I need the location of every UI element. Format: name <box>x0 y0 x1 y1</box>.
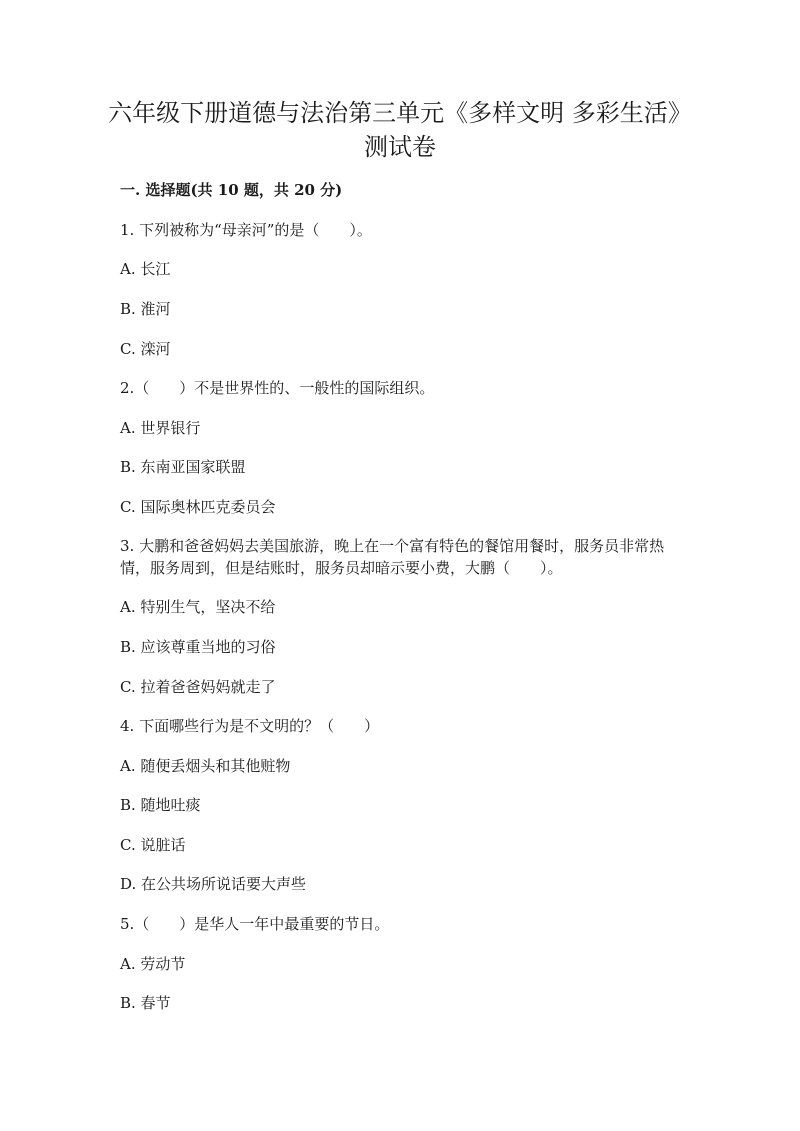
question-3-stem: 3. 大鹏和爸爸妈妈去美国旅游，晚上在一个富有特色的餐馆用餐时，服务员非常热情，服务周到，但是结账时，服务员却暗示要小费，大鹏（ ）。 <box>120 537 665 577</box>
question-5-stem: 5.（ ）是华人一年中最重要的节日。 <box>120 915 390 933</box>
question-2-option-b[interactable]: B. 东南亚国家联盟 <box>120 458 246 476</box>
question-4-option-b[interactable]: B. 随地吐痰 <box>120 796 201 814</box>
question-2-option-a[interactable]: A. 世界银行 <box>120 419 201 437</box>
question-4-stem: 4. 下面哪些行为是不文明的？（ ） <box>120 717 380 735</box>
question-5-option-b[interactable]: B. 春节 <box>120 994 171 1012</box>
question-4-option-a[interactable]: A. 随便丢烟头和其他赃物 <box>120 757 291 775</box>
page-title: 六年级下册道德与法治第三单元《多样文明 多彩生活》测试卷 <box>108 99 692 161</box>
question-2-option-c[interactable]: C. 国际奥林匹克委员会 <box>120 498 276 516</box>
question-1-stem: 1. 下列被称为“母亲河”的是（ ）。 <box>120 221 372 239</box>
question-1-option-b[interactable]: B. 淮河 <box>120 300 171 318</box>
section-heading: 一. 选择题(共 10 题，共 20 分) <box>120 181 343 199</box>
question-1-option-a[interactable]: A. 长江 <box>120 260 171 278</box>
question-3-option-b[interactable]: B. 应该尊重当地的习俗 <box>120 638 276 656</box>
question-1-option-c[interactable]: C. 滦河 <box>120 340 171 358</box>
question-4-option-c[interactable]: C. 说脏话 <box>120 836 186 854</box>
question-4-option-d[interactable]: D. 在公共场所说话要大声些 <box>120 875 307 893</box>
question-3-option-a[interactable]: A. 特别生气，坚决不给 <box>120 598 276 616</box>
question-2-stem: 2.（ ）不是世界性的、一般性的国际组织。 <box>120 379 435 397</box>
question-3-option-c[interactable]: C. 拉着爸爸妈妈就走了 <box>120 678 276 696</box>
question-5-option-a[interactable]: A. 劳动节 <box>120 955 186 973</box>
